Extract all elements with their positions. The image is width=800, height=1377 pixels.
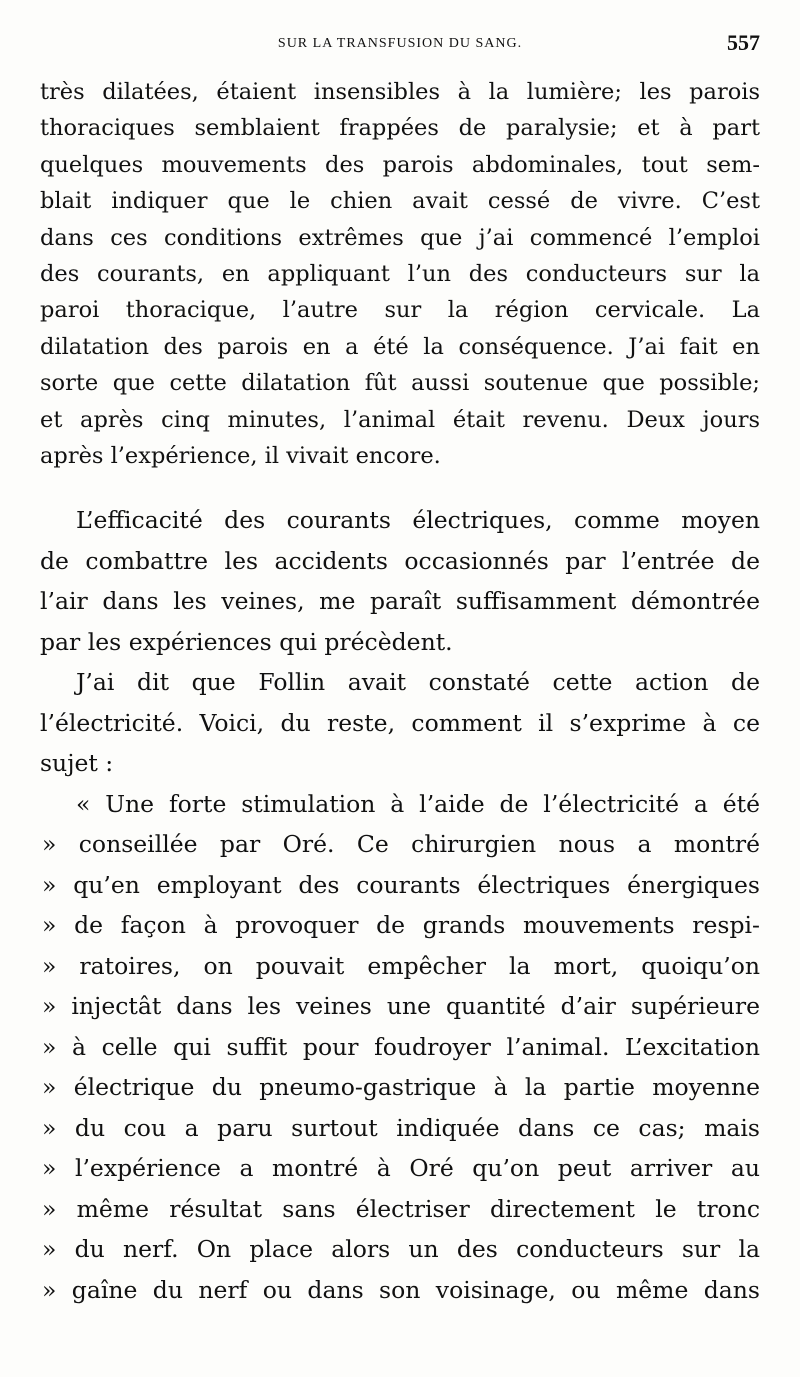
text-line: dilatation des parois en a été la conséquence. J’ai fait en — [40, 333, 760, 360]
quote-line: » qu’en employant des courants électriques énergiques — [42, 870, 760, 899]
text-line: des courants, en appliquant l’un des conducteurs sur la — [40, 261, 760, 288]
quote-line: » gaîne du nerf ou dans son voisinage, ou même dans — [42, 1275, 760, 1304]
quote-line: » à celle qui suffit pour foudroyer l’animal. L’excitation — [42, 1032, 760, 1061]
quote-line: » électrique du pneumo-gastrique à la partie moyenne — [42, 1073, 760, 1101]
text-line: très dilatées, étaient insensibles à la lumière; les parois — [40, 79, 760, 105]
running-head — [40, 30, 760, 60]
running-title: SUR LA TRANSFUSION DU SANG. — [277, 36, 523, 51]
text-line: après l’expérience, il vivait encore. — [40, 443, 441, 470]
quote-line: » de façon à provoquer de grands mouvements respi- — [42, 911, 760, 939]
page-number: 557 — [727, 30, 760, 55]
quote-line: » du cou a paru surtout indiquée dans ce cas; mais — [42, 1113, 760, 1142]
text-line: J’ai dit que Follin avait constaté cette action de — [76, 668, 760, 696]
text-line: par les expériences qui précèdent. — [40, 627, 453, 656]
text-line: dans ces conditions extrêmes que j’ai commencé l’emploi — [40, 224, 760, 251]
text-line: thoraciques semblaient frappées de paralysie; et à part — [40, 115, 760, 142]
quote-line: » conseillée par Oré. Ce chirurgien nous a montré — [42, 830, 760, 858]
paragraph-continuation — [40, 74, 760, 474]
text-line: l’air dans les veines, me paraît suffisamment démontrée — [40, 587, 760, 615]
quote-line: » injectât dans les veines une quantité d’air supérieure — [42, 992, 760, 1020]
text-line: paroi thoracique, l’autre sur la région cervicale. La — [40, 297, 760, 324]
text-line: l’électricité. Voici, du reste, comment il s’exprime à ce — [40, 708, 760, 737]
text-line: et après cinq minutes, l’animal était revenu. Deux jours — [40, 406, 760, 433]
text-line: sujet : — [40, 749, 114, 777]
main-text — [40, 500, 760, 1310]
text-line: L’efficacité des courants électriques, comme moyen — [76, 506, 760, 534]
paragraph-efficacite — [40, 500, 760, 662]
quote-line: » même résultat sans électriser directement le tronc — [42, 1194, 760, 1223]
quote-line: » l’expérience a montré à Oré qu’on peut arriver au — [42, 1154, 760, 1182]
quote-line: » ratoires, on pouvait empêcher la mort, quoiqu’on — [42, 951, 760, 980]
quotation — [40, 784, 760, 1311]
quote-line: « Une forte stimulation à l’aide de l’électricité a été — [76, 789, 760, 818]
text-line: sorte que cette dilatation fût aussi soutenue que possible; — [40, 370, 760, 397]
quote-line: » du nerf. On place alors un des conducteurs sur la — [42, 1235, 760, 1263]
paragraph-follin — [40, 662, 760, 784]
text-line: blait indiquer que le chien avait cessé de vivre. C’est — [40, 188, 760, 215]
text-line: quelques mouvements des parois abdominales, tout sem- — [40, 151, 760, 178]
text-line: de combattre les accidents occasionnés par l’entrée de — [40, 546, 760, 575]
